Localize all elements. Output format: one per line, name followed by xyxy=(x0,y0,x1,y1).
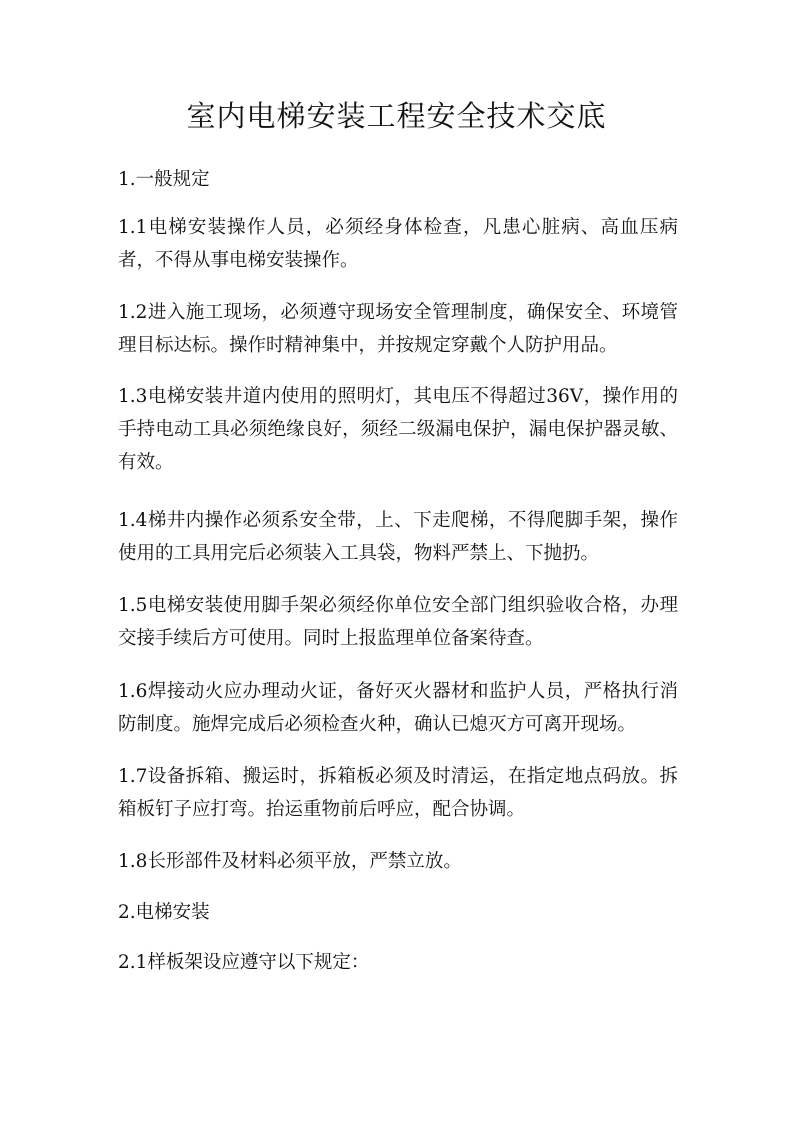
paragraph: 1.7设备拆箱、搬运时，拆箱板必须及时清运，在指定地点码放。拆箱板钉子应打弯。抬运重物前后呼应，配合协调。 xyxy=(118,766,678,820)
section-heading: 1.一般规定 xyxy=(118,169,210,190)
section-heading: 2.电梯安装 xyxy=(118,902,210,923)
paragraph: 1.4梯井内操作必须系安全带，上、下走爬梯，不得爬脚手架，操作使用的工具用完后必须装入工具袋，物料严禁上、下抛扔。 xyxy=(118,510,678,564)
paragraph: 1.6焊接动火应办理动火证，备好灭火器材和监护人员，严格执行消防制度。施焊完成后必须检查火种，确认已熄灭方可离开现场。 xyxy=(118,681,678,735)
document-title: 室内电梯安装工程安全技术交底 xyxy=(186,99,607,133)
paragraph: 2.1样板架设应遵守以下规定： xyxy=(118,952,370,973)
paragraph: 1.1电梯安装操作人员，必须经身体检查，凡患心脏病、高血压病者，不得从事电梯安装操作。 xyxy=(118,217,678,271)
paragraph: 1.2进入施工现场，必须遵守现场安全管理制度，确保安全、环境管理目标达标。操作时精神集中，并按规定穿戴个人防护用品。 xyxy=(118,302,678,356)
paragraph: 1.3电梯安装井道内使用的照明灯，其电压不得超过36V，操作用的手持电动工具必须绝缘良好，须经二级漏电保护，漏电保护器灵敏、有效。 xyxy=(118,386,678,473)
paragraph: 1.5电梯安装使用脚手架必须经你单位安全部门组织验收合格，办理交接手续后方可使用。同时上报监理单位备案待查。 xyxy=(118,595,678,649)
paragraph: 1.8长形部件及材料必须平放，严禁立放。 xyxy=(118,851,462,872)
